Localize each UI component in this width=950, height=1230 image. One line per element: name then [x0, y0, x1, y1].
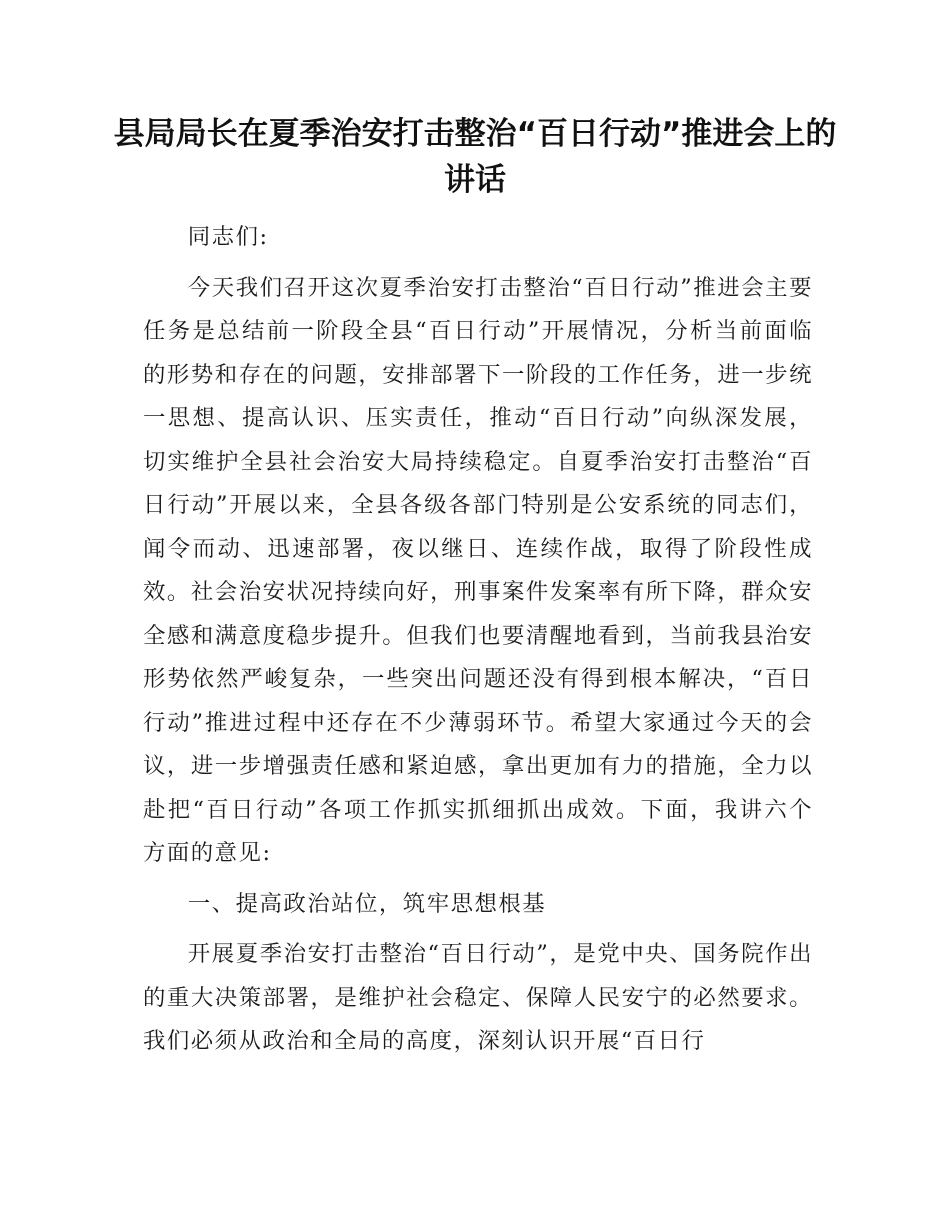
document-title: 县局局长在夏季治安打击整治“百日行动”推进会上的讲话: [113, 116, 837, 198]
section-paragraph: 开展夏季治安打击整治“百日行动”，是党中央、国务院作出的重大决策部署，是维护社会稳定、保障人民安宁的必然要求。我们必须从政治和全局的高度，深刻认识开展“百日行: [143, 941, 813, 1054]
salutation: 同志们:: [187, 224, 269, 250]
section-heading: 一、提高政治站位，筑牢思想根基: [187, 890, 547, 917]
body-paragraph: 今天我们召开这次夏季治安打击整治“百日行动”推进会主要任务是总结前一阶段全县“百日行动”开展情况，分析当前面临的形势和存在的问题，安排部署下一阶段的工作任务，进一步统一思想、提高认识、压实责任，推动“百日行动”向纵深发展，切实维护全县社会治安大局持续稳定。自夏季治安打击整治“百日行动”开展以来，全县各级各部门特别是公安系统的同志们，闻令而动、迅速部署，夜以继日、连续作战，取得了阶段性成效。社会治安状况持续向好，刑事案件发案率有所下降，群众安全感和满意度稳步提升。但我们也要清醒地看到，当前我县治安形势依然严峻复杂，一些突出问题还没有得到根本解决，“百日行动”推进过程中还存在不少薄弱环节。希望大家通过今天的会议，进一步增强责任感和紧迫感，拿出更加有力的措施，全力以赴把“百日行动”各项工作抓实抓细抓出成效。下面，我讲六个方面的意见:: [143, 274, 813, 866]
document-body: [143, 216, 813, 1071]
